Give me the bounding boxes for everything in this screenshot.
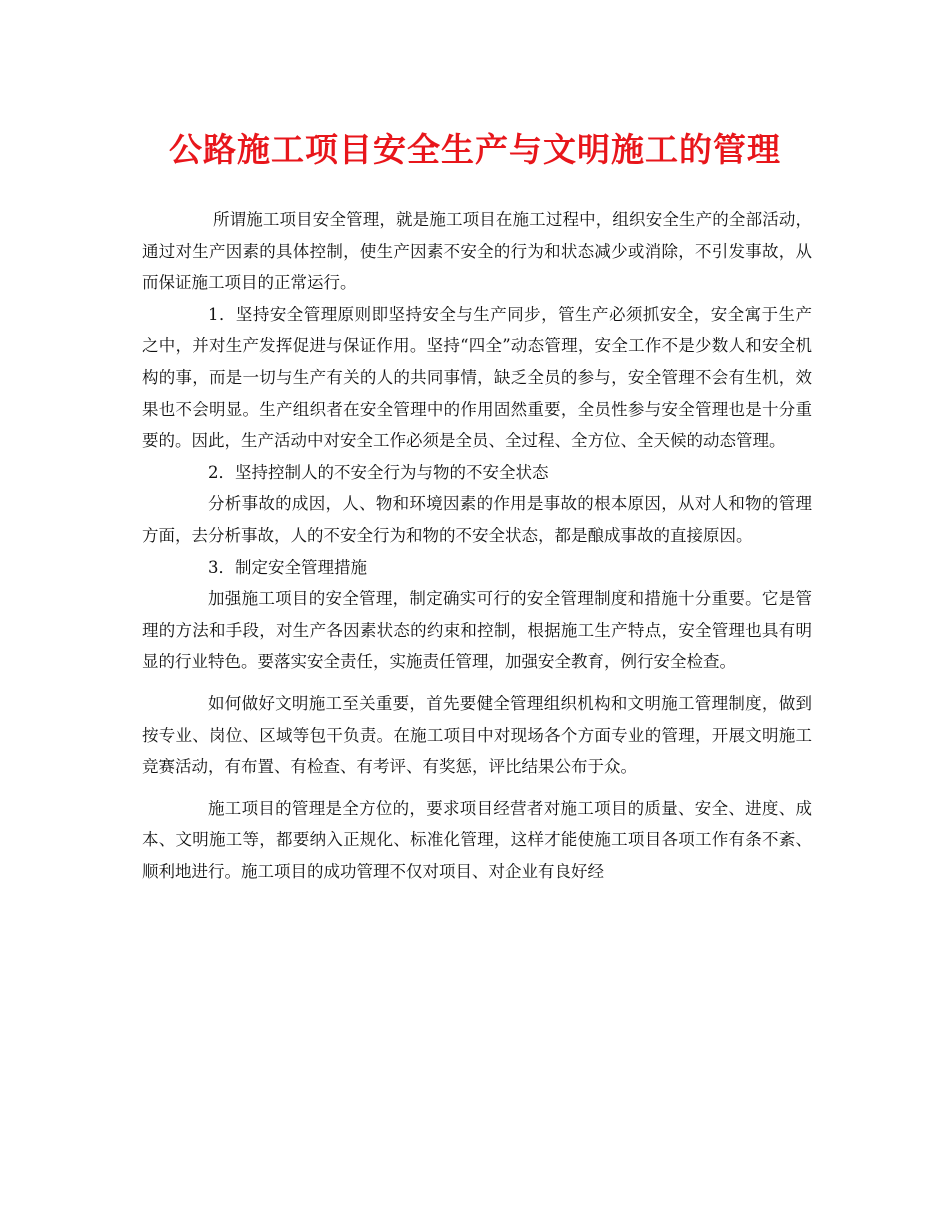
section-heading-2: 2．坚持控制人的不安全行为与物的不安全状态 bbox=[208, 462, 549, 482]
paragraph-civilized-construction: 如何做好文明施工至关重要，首先要健全管理组织机构和文明施工管理制度，做到按专业、岗位、区域等包干负责。在施工项目中对现场各个方面专业的管理，开展文明施工竞赛活动，有布置、有检查、有考评、有奖惩，评比结果公布于众。 bbox=[142, 693, 812, 777]
paragraph-spacer bbox=[142, 678, 812, 688]
paragraph-principle-1: 1．坚持安全管理原则即坚持安全与生产同步，管生产必须抓安全，安全寓于生产之中，并对生产发挥促进与保证作用。坚持“四全”动态管理，安全工作不是少数人和安全机构的事，而是一切与生产有关的人的共同事情，缺乏全员的参与，安全管理不会有生机，效果也不会明显。生产组织者在安全管理中的作用固然重要，全员性参与安全管理也是十分重要的。因此，生产活动中对安全工作必须是全员、全过程、全方位、全天候的动态管理。 bbox=[142, 304, 812, 451]
document-body bbox=[142, 204, 812, 887]
paragraph-safety-measures: 加强施工项目的安全管理，制定确实可行的安全管理制度和措施十分重要。它是管理的方法和手段，对生产各因素状态的约束和控制，根据施工生产特点，安全管理也具有明显的行业特色。要落实安全责任，实施责任管理，加强安全教育，例行安全检查。 bbox=[142, 589, 812, 672]
paragraph-spacer bbox=[142, 783, 812, 793]
paragraph-intro: 所谓施工项目安全管理，就是施工项目在施工过程中，组织安全生产的全部活动，通过对生产因素的具体控制，使生产因素不安全的行为和状态减少或消除，不引发事故，从而保证施工项目的正常运行。 bbox=[142, 210, 812, 293]
paragraph-accident-causes: 分析事故的成因，人、物和环境因素的作用是事故的根本原因，从对人和物的管理方面，去分析事故，人的不安全行为和物的不安全状态，都是酿成事故的直接原因。 bbox=[142, 494, 812, 545]
section-heading-3: 3．制定安全管理措施 bbox=[208, 557, 367, 577]
paragraph-project-management: 施工项目的管理是全方位的，要求项目经营者对施工项目的质量、安全、进度、成本、文明施工等，都要纳入正规化、标准化管理，这样才能使施工项目各项工作有条不紊、顺利地进行。施工项目的成功管理不仅对项目、对企业有良好经 bbox=[142, 798, 812, 881]
document-title: 公路施工项目安全生产与文明施工的管理 bbox=[169, 130, 781, 169]
